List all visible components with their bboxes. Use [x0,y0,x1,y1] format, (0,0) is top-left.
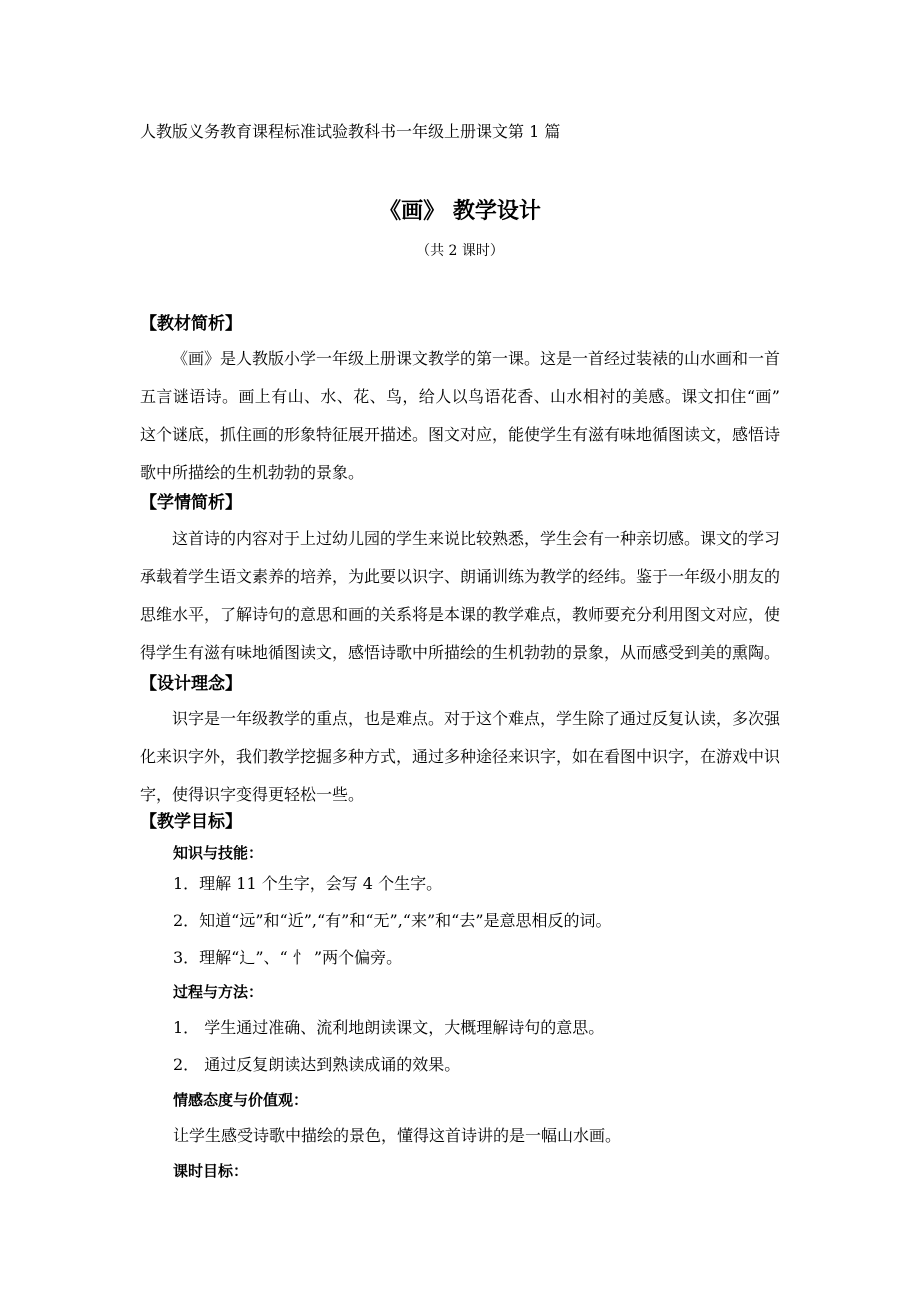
knowledge-heading: 知识与技能： [173,844,264,862]
section-heading-goals: 【教学目标】 [140,812,242,832]
paragraph-line: 承载着学生语文素养的培养，为此要以识字、朗诵训练为教学的经纬。鉴于一年级小朋友的 [140,567,781,586]
section-heading-students: 【学情简析】 [140,493,242,513]
paragraph-line: 这首诗的内容对于上过幼儿园的学生来说比较熟悉，学生会有一种亲切感。课文的学习 [172,529,781,548]
material-paragraph [140,340,780,492]
document-header: 人教版义务教育课程标准试验教科书一年级上册课文第 1 篇 [140,122,561,141]
knowledge-item: 1．理解 11 个生字，会写 4 个生字。 [173,874,443,893]
knowledge-item: 2．知道“远”和“近”,“有”和“无”,“来”和“去”是意思相反的词。 [173,911,612,930]
paragraph-line: 思维水平，了解诗句的意思和画的关系将是本课的教学难点，教师要充分利用图文对应，使 [140,605,781,624]
lesson-goals-heading: 课时目标： [173,1162,249,1180]
paragraph-line: 字，使得识字变得更轻松一些。 [140,785,365,804]
concept-paragraph [140,700,780,814]
section-heading-concept: 【设计理念】 [140,674,242,694]
emotion-text: 让学生感受诗歌中描绘的景色，懂得这首诗讲的是一幅山水画。 [173,1126,622,1145]
lesson-count: （共 2 课时） [416,243,504,259]
paragraph-line: 识字是一年级教学的重点，也是难点。对于这个难点，学生除了通过反复认读，多次强 [172,709,781,728]
paragraph-line: 化来识字外，我们教学挖掘多种方式，通过多种途径来识字，如在看图中识字，在游戏中识 [140,747,781,766]
emotion-heading: 情感态度与价值观： [173,1091,309,1109]
paragraph-line: 这个谜底，抓住画的形象特征展开描述。图文对应，能使学生有滋有味地循图读文，感悟诗 [140,425,781,444]
process-item: 2． 通过反复朗读达到熟读成诵的效果。 [173,1055,461,1074]
knowledge-item: 3．理解“辶”、“ 忄 ”两个偏旁。 [173,948,403,967]
paragraph-line: 《画》是人教版小学一年级上册课文教学的第一课。这是一首经过装裱的山水画和一首 [172,349,781,368]
paragraph-line: 得学生有滋有味地循图读文，感悟诗歌中所描绘的生机勃勃的景象，从而感受到美的熏陶。 [140,643,781,662]
paragraph-line: 歌中所描绘的生机勃勃的景象。 [140,463,365,482]
process-item: 1． 学生通过准确、流利地朗读课文，大概理解诗句的意思。 [173,1018,605,1037]
process-heading: 过程与方法： [173,983,264,1001]
students-paragraph [140,520,780,672]
section-heading-material: 【教材简析】 [140,314,242,334]
paragraph-line: 五言谜语诗。画上有山、水、花、鸟，给人以鸟语花香、山水相衬的美感。课文扣住“画” [140,387,780,406]
page-title: 《画》 教学设计 [379,199,541,224]
